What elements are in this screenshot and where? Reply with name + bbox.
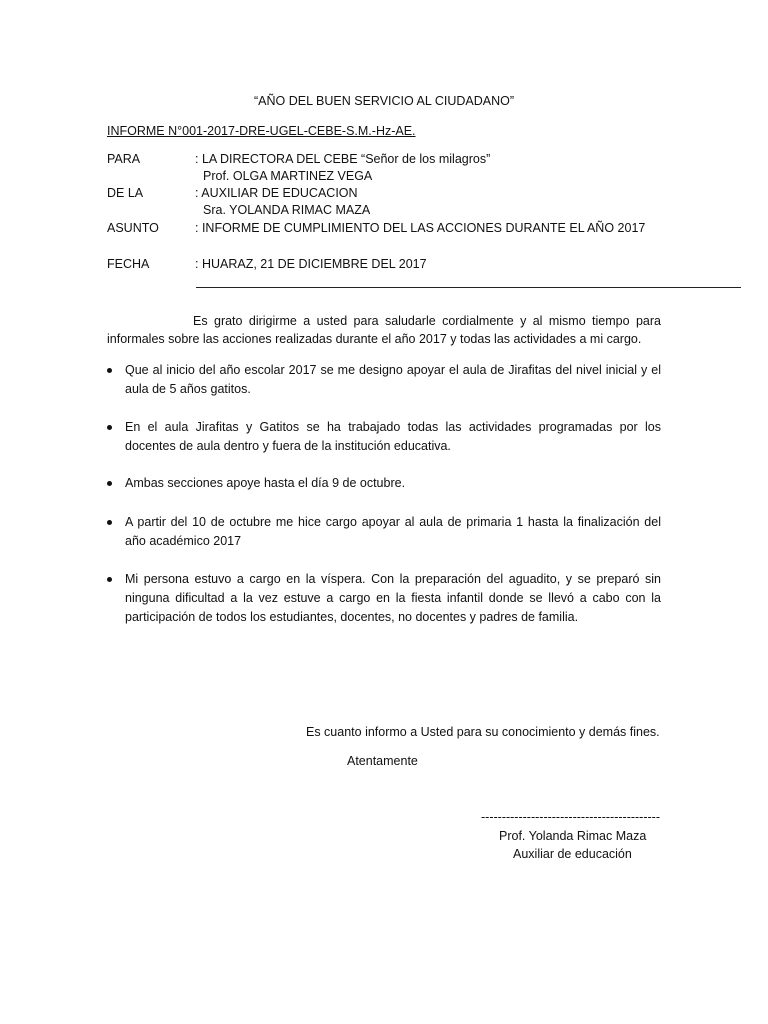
document-title: “AÑO DEL BUEN SERVICIO AL CIUDADANO” [253,94,514,108]
regards-text: Atentamente [347,754,418,768]
asunto-label: ASUNTO [107,221,159,235]
list-item: A partir del 10 de octubre me hice cargo apoyar al aula de primaria 1 hasta la finalización del año académico 2017 [107,513,661,551]
intro-text: Es grato dirigirme a usted para saludarle cordialmente y al mismo tiempo para informales sobre las acciones realizadas durante el año 2017 y todas las actividades a mi cargo. [107,314,661,346]
bullet-list-3 [107,474,661,493]
asunto-value: : INFORME DE CUMPLIMIENTO DEL LAS ACCIONES DURANTE EL AÑO 2017 [195,221,646,235]
fecha-value: : HUARAZ, 21 DE DICIEMBRE DEL 2017 [195,257,427,271]
list-item: Ambas secciones apoye hasta el día 9 de octubre. [107,474,661,493]
bullet-icon [107,481,112,486]
report-number: INFORME N°001-2017-DRE-UGEL-CEBE-S.M.-Hz-AE. [107,124,416,138]
dela-value: : AUXILIAR DE EDUCACION [195,186,358,200]
list-item: Mi persona estuvo a cargo en la víspera. Con la preparación del aguadito, y se preparó sin ninguna dificultad a la vez estuve a cargo en la fiesta infantil donde se llevó a cabo con la participación de todos los estudiantes, docentes, no docentes y padres de familia. [107,570,661,627]
bullet-icon [107,577,112,582]
dela-value-name: Sra. YOLANDA RIMAC MAZA [203,203,371,217]
list-item: En el aula Jirafitas y Gatitos se ha trabajado todas las actividades programadas por los docentes de aula dentro y fuera de la institución educativa. [107,418,661,456]
bullet-list-4 [107,513,661,551]
intro-paragraph [107,312,661,348]
bullet-list-5 [107,570,661,627]
dela-label: DE LA [107,186,144,200]
para-value: : LA DIRECTORA DEL CEBE “Señor de los milagros” [195,152,491,166]
signer-name: Prof. Yolanda Rimac Maza [499,829,647,843]
signature-line: ------------------------------------------- [481,810,660,824]
signer-role: Auxiliar de educación [513,847,632,861]
bullet-list-2 [107,418,661,456]
bullet-icon [107,425,112,430]
closing-text: Es cuanto informo a Usted para su conocimiento y demás fines. [306,725,660,739]
fecha-label: FECHA [107,257,150,271]
header-divider [196,287,741,288]
bullet-icon [107,368,112,373]
bullet-list-1 [107,361,661,399]
bullet-icon [107,520,112,525]
para-label: PARA [107,152,141,166]
para-value-name: Prof. OLGA MARTINEZ VEGA [203,169,373,183]
list-item: Que al inicio del año escolar 2017 se me designo apoyar el aula de Jirafitas del nivel inicial y el aula de 5 años gatitos. [107,361,661,399]
